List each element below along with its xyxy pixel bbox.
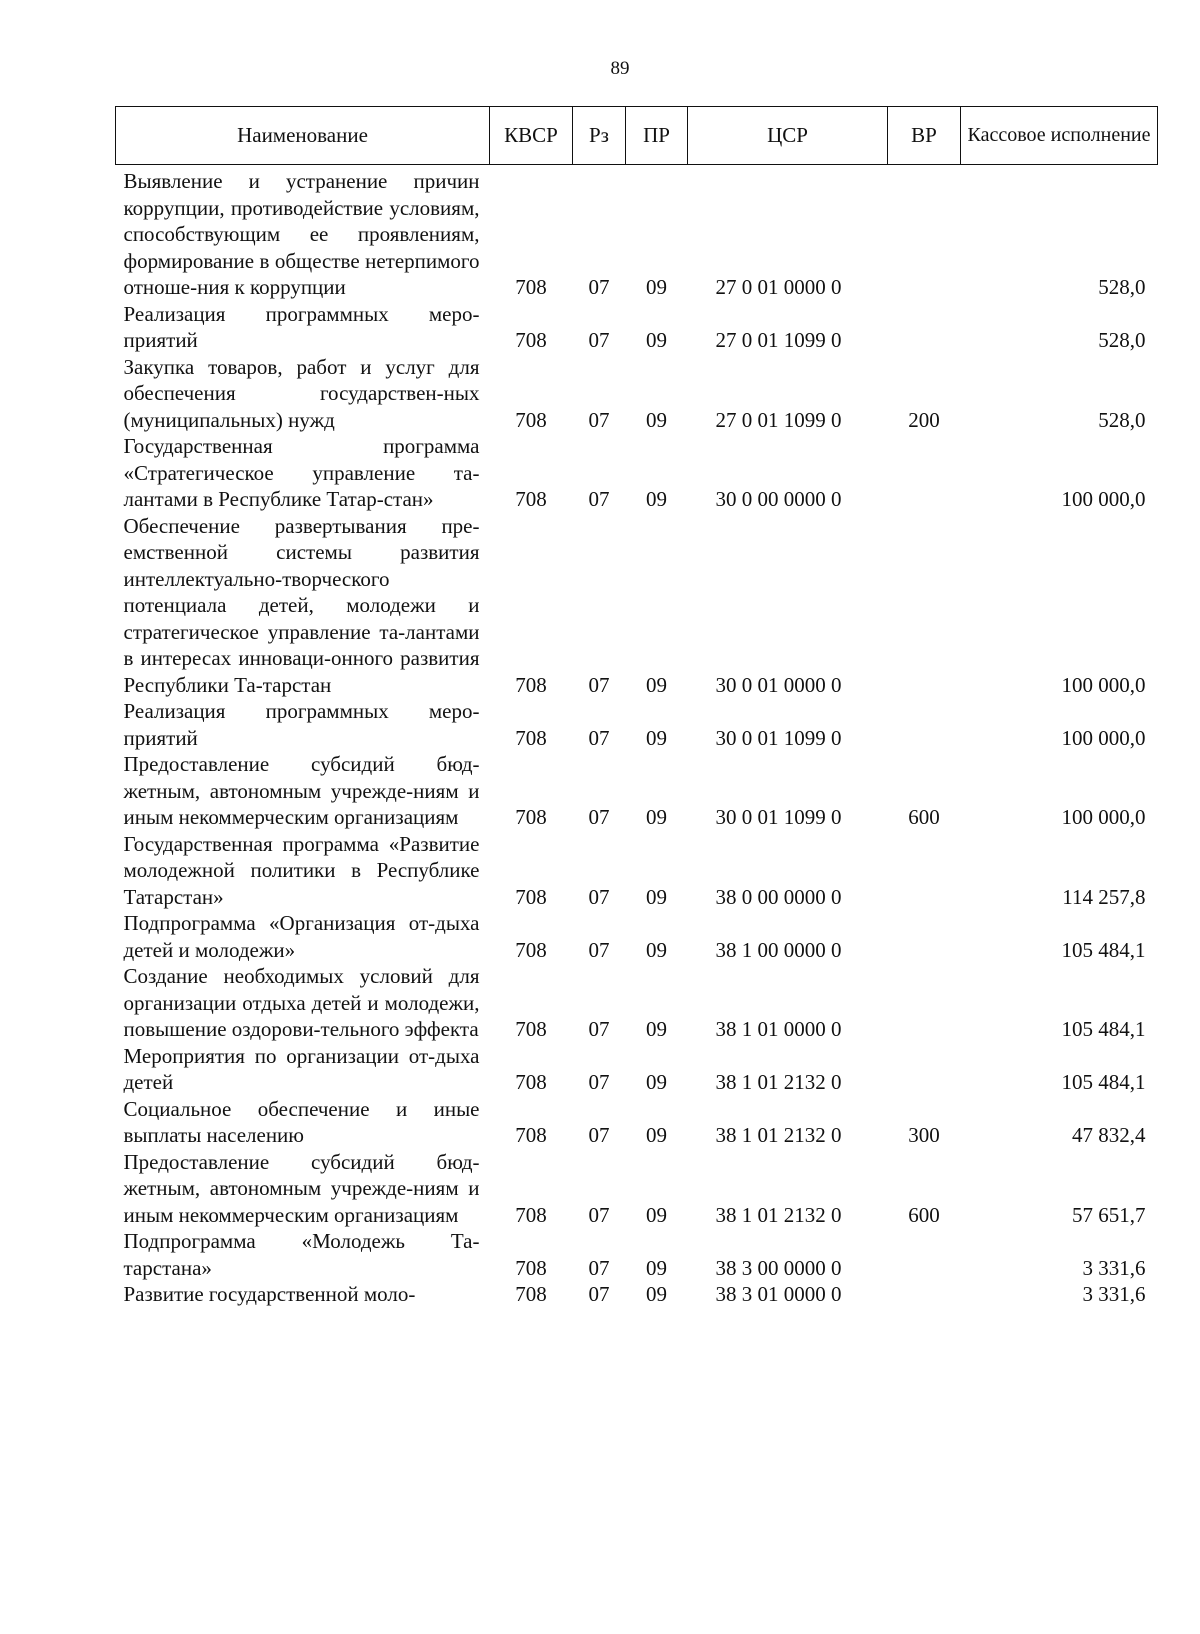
row-pr: 09 — [646, 725, 667, 750]
header-pr: ПР — [626, 107, 688, 165]
row-amount: 3 331,6 — [1082, 1255, 1146, 1280]
row-rz: 07 — [588, 805, 610, 829]
row-rz: 07 — [588, 1017, 610, 1041]
row-pr: 09 — [646, 1123, 667, 1147]
row-vr — [888, 301, 961, 354]
row-csr: 27 0 01 0000 0 — [715, 275, 842, 299]
row-csr: 38 1 00 0000 0 — [715, 937, 842, 962]
row-kvsr: 708 — [515, 275, 547, 299]
table-row — [116, 751, 1158, 831]
table-row — [116, 433, 1158, 513]
row-csr: 30 0 01 0000 0 — [715, 672, 842, 697]
row-name: Реализация программных меро-приятий — [123, 301, 480, 352]
row-amount: 105 484,1 — [1061, 1017, 1146, 1041]
header-execution: Кассовое исполнение — [961, 107, 1158, 165]
table-row — [116, 354, 1158, 434]
row-amount: 528,0 — [1098, 328, 1146, 352]
header-vr: ВР — [888, 107, 961, 165]
row-vr — [888, 698, 961, 751]
row-amount: 3 331,6 — [1082, 1282, 1146, 1306]
row-amount: 105 484,1 — [1061, 1070, 1146, 1094]
row-vr: 600 — [908, 1202, 940, 1227]
row-vr — [888, 1043, 961, 1096]
row-pr: 09 — [646, 884, 667, 909]
row-name: Подпрограмма «Молодежь Та-тарстана» — [123, 1229, 480, 1280]
table-header — [116, 107, 1158, 165]
row-rz: 07 — [588, 275, 610, 299]
row-vr — [888, 963, 961, 1043]
row-kvsr: 708 — [515, 1070, 547, 1094]
table-row — [116, 1149, 1158, 1229]
header-row — [116, 107, 1158, 165]
row-pr: 09 — [646, 1017, 667, 1041]
row-rz: 07 — [588, 487, 610, 511]
row-vr — [888, 513, 961, 699]
row-rz: 07 — [588, 884, 610, 909]
row-vr — [888, 165, 961, 301]
row-pr: 09 — [646, 487, 667, 511]
row-kvsr: 708 — [515, 805, 547, 829]
row-rz: 07 — [588, 1123, 610, 1147]
budget-table — [115, 106, 1158, 1308]
row-name: Предоставление субсидий бюд-жетным, автономным учрежде-ниям и иным некоммерческим организациям — [123, 752, 480, 829]
row-amount: 114 257,8 — [1062, 884, 1146, 909]
row-vr: 600 — [908, 805, 940, 829]
row-pr: 09 — [646, 328, 667, 352]
row-rz: 07 — [588, 407, 610, 432]
row-csr: 30 0 01 1099 0 — [715, 725, 842, 750]
row-vr — [888, 910, 961, 963]
row-amount: 100 000,0 — [1061, 805, 1146, 829]
row-kvsr: 708 — [515, 328, 547, 352]
row-rz: 07 — [588, 1255, 610, 1280]
row-name: Государственная программа «Стратегическое управление та-лантами в Республике Татар-стан» — [123, 434, 480, 511]
row-pr: 09 — [646, 1282, 667, 1306]
row-vr — [888, 1281, 961, 1308]
row-name: Реализация программных меро-приятий — [123, 699, 480, 750]
row-rz: 07 — [588, 1070, 610, 1094]
row-name: Мероприятия по организации от-дыха детей — [123, 1043, 480, 1094]
row-pr: 09 — [646, 672, 667, 697]
table-row — [116, 513, 1158, 699]
row-csr: 38 1 01 2132 0 — [715, 1202, 842, 1227]
row-vr — [888, 1228, 961, 1281]
header-name: Наименование — [116, 107, 490, 165]
row-csr: 38 0 00 0000 0 — [715, 884, 842, 909]
row-csr: 27 0 01 1099 0 — [715, 407, 842, 432]
table-row — [116, 1096, 1158, 1149]
row-kvsr: 708 — [515, 487, 547, 511]
row-rz: 07 — [588, 1282, 610, 1306]
row-kvsr: 708 — [515, 407, 547, 432]
table-row — [116, 1043, 1158, 1096]
row-pr: 09 — [646, 407, 667, 432]
row-kvsr: 708 — [515, 1123, 547, 1147]
row-amount: 47 832,4 — [1072, 1123, 1146, 1147]
row-kvsr: 708 — [515, 725, 547, 750]
row-name: Обеспечение развертывания пре-емственной системы развития интеллектуально-творческого потенциала детей, молодежи и стратегическое управление та-лантами в интересах инноваци-онного развития Республики Та-тарстан — [123, 513, 480, 697]
row-kvsr: 708 — [515, 1202, 547, 1227]
row-amount: 528,0 — [1098, 407, 1146, 432]
row-kvsr: 708 — [515, 672, 547, 697]
row-kvsr: 708 — [515, 884, 547, 909]
row-kvsr: 708 — [515, 1255, 547, 1280]
row-csr: 27 0 01 1099 0 — [715, 328, 842, 352]
row-csr: 30 0 01 1099 0 — [715, 805, 842, 829]
row-name: Предоставление субсидий бюд-жетным, автономным учрежде-ниям и иным некоммерческим организациям — [123, 1149, 480, 1227]
row-name: Закупка товаров, работ и услуг для обеспечения государствен-ных (муниципальных) нужд — [123, 354, 480, 432]
row-vr: 200 — [908, 407, 940, 432]
row-kvsr: 708 — [515, 937, 547, 962]
row-amount: 100 000,0 — [1061, 487, 1146, 511]
row-vr: 300 — [908, 1123, 940, 1147]
row-amount: 100 000,0 — [1061, 725, 1146, 750]
table-row — [116, 165, 1158, 301]
row-pr: 09 — [646, 1070, 667, 1094]
row-vr — [888, 831, 961, 911]
row-csr: 38 1 01 2132 0 — [715, 1123, 842, 1147]
row-rz: 07 — [588, 672, 610, 697]
row-name: Создание необходимых условий для организации отдыха детей и молодежи, повышение оздорови-тельного эффекта — [123, 964, 480, 1041]
row-csr: 30 0 00 0000 0 — [715, 487, 842, 511]
row-amount: 100 000,0 — [1061, 672, 1146, 697]
row-name: Выявление и устранение причин коррупции, противодействие условиям, способствующим ее проявлениям, формирование в обществе нетерпимого отноше-ния к коррупции — [123, 169, 480, 299]
row-amount: 528,0 — [1098, 275, 1146, 299]
table-row — [116, 698, 1158, 751]
header-rz: Рз — [573, 107, 626, 165]
row-csr: 38 3 01 0000 0 — [715, 1282, 842, 1306]
table-row — [116, 910, 1158, 963]
header-csr: ЦСР — [688, 107, 888, 165]
table-row — [116, 1281, 1158, 1308]
table-body — [116, 165, 1158, 1308]
table-row — [116, 831, 1158, 911]
row-rz: 07 — [588, 328, 610, 352]
table-row — [116, 963, 1158, 1043]
row-pr: 09 — [646, 937, 667, 962]
row-pr: 09 — [646, 1202, 667, 1227]
row-name: Развитие государственной моло- — [123, 1282, 416, 1306]
row-name: Социальное обеспечение и иные выплаты населению — [123, 1096, 480, 1147]
table-row — [116, 301, 1158, 354]
row-amount: 105 484,1 — [1061, 937, 1146, 962]
row-pr: 09 — [646, 1255, 667, 1280]
table-row — [116, 1228, 1158, 1281]
row-vr — [888, 433, 961, 513]
row-rz: 07 — [588, 1202, 610, 1227]
header-kvsr: КВСР — [490, 107, 573, 165]
row-name: Государственная программа «Развитие молодежной политики в Республике Татарстан» — [123, 831, 480, 909]
row-csr: 38 3 00 0000 0 — [715, 1255, 842, 1280]
row-amount: 57 651,7 — [1072, 1202, 1146, 1227]
row-rz: 07 — [588, 937, 610, 962]
row-rz: 07 — [588, 725, 610, 750]
page-number: 89 — [610, 58, 630, 79]
row-kvsr: 708 — [515, 1282, 547, 1306]
row-kvsr: 708 — [515, 1017, 547, 1041]
row-csr: 38 1 01 0000 0 — [715, 1017, 842, 1041]
row-pr: 09 — [646, 805, 667, 829]
row-csr: 38 1 01 2132 0 — [715, 1070, 842, 1094]
row-name: Подпрограмма «Организация от-дыха детей и молодежи» — [123, 911, 480, 962]
row-pr: 09 — [646, 275, 667, 299]
